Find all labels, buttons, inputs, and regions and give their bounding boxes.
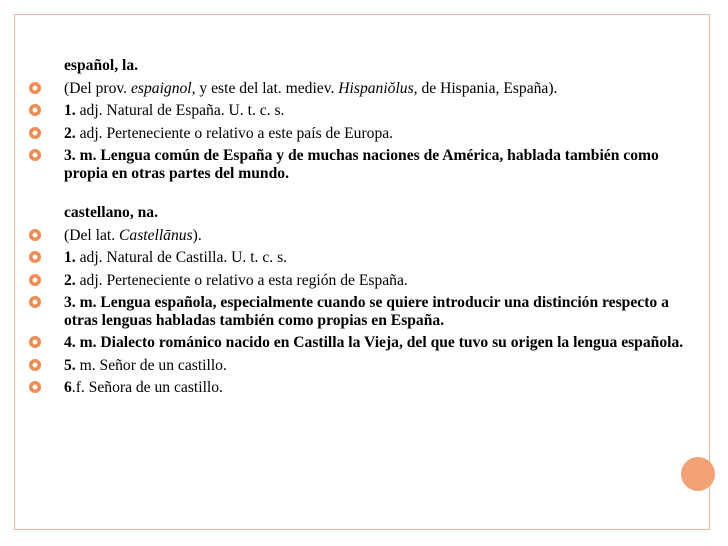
sense-text: m. Señor de un castillo. <box>75 356 227 374</box>
etym-italic: Castellānus <box>119 226 193 244</box>
sense-number: 2. <box>64 124 76 142</box>
sense-text: adj. Natural de Castilla. U. t. c. s. <box>75 249 288 266</box>
etym-text: y este del lat. mediev. <box>195 79 339 97</box>
sense-text: adj. Perteneciente o relativo a esta región de España. <box>75 271 408 289</box>
sense-castellano-1 <box>24 249 684 267</box>
sense-espanol-1 <box>24 102 684 120</box>
etym-italic: Hispaniŏlus <box>338 79 414 97</box>
sense-castellano-3 <box>24 294 684 329</box>
etym-text: ). <box>192 226 202 244</box>
etymology-castellano <box>24 227 684 245</box>
decorative-circle <box>681 457 715 491</box>
sense-number: 3. <box>64 294 76 311</box>
headword-espanol: español, la. <box>64 57 139 74</box>
sense-number: 6 <box>64 379 72 396</box>
sense-number: 1. <box>64 249 76 266</box>
etym-italic: espaignol, <box>130 79 196 97</box>
etym-text: , de Hispania, España). <box>413 79 558 97</box>
sense-number: 4. <box>64 334 76 351</box>
sense-castellano-6 <box>24 379 684 397</box>
sense-text: m. Lengua común de España y de muchas naciones de América, hablada también como propia en otras partes del mundo. <box>64 147 659 182</box>
sense-text: adj. Natural de España. U. t. c. s. <box>75 102 285 119</box>
sense-espanol-3 <box>24 147 684 182</box>
sense-text: m. Dialecto románico nacido en Castilla la Vieja, del que tuvo su origen la lengua española. <box>75 334 684 351</box>
sense-castellano-4 <box>24 334 684 352</box>
sense-number: 3. <box>64 147 76 164</box>
sense-number: 1. <box>64 102 76 119</box>
sense-text: .f. Señora de un castillo. <box>71 379 223 396</box>
etym-text: (Del prov. <box>64 79 131 97</box>
etym-text: (Del lat. <box>64 226 119 244</box>
dictionary-content <box>24 57 684 402</box>
sense-number: 5. <box>64 356 76 374</box>
etymology-espanol <box>24 80 684 98</box>
sense-castellano-5 <box>24 357 684 375</box>
headword-castellano: castellano, na. <box>64 204 158 221</box>
sense-castellano-2 <box>24 272 684 290</box>
sense-text: m. Lengua española, especialmente cuando se quiere introducir una distinción respecto a otras lenguas habladas también como propias en España. <box>64 294 669 329</box>
sense-text: adj. Perteneciente o relativo a este país de Europa. <box>75 124 394 142</box>
sense-number: 2. <box>64 271 76 289</box>
sense-espanol-2 <box>24 125 684 143</box>
